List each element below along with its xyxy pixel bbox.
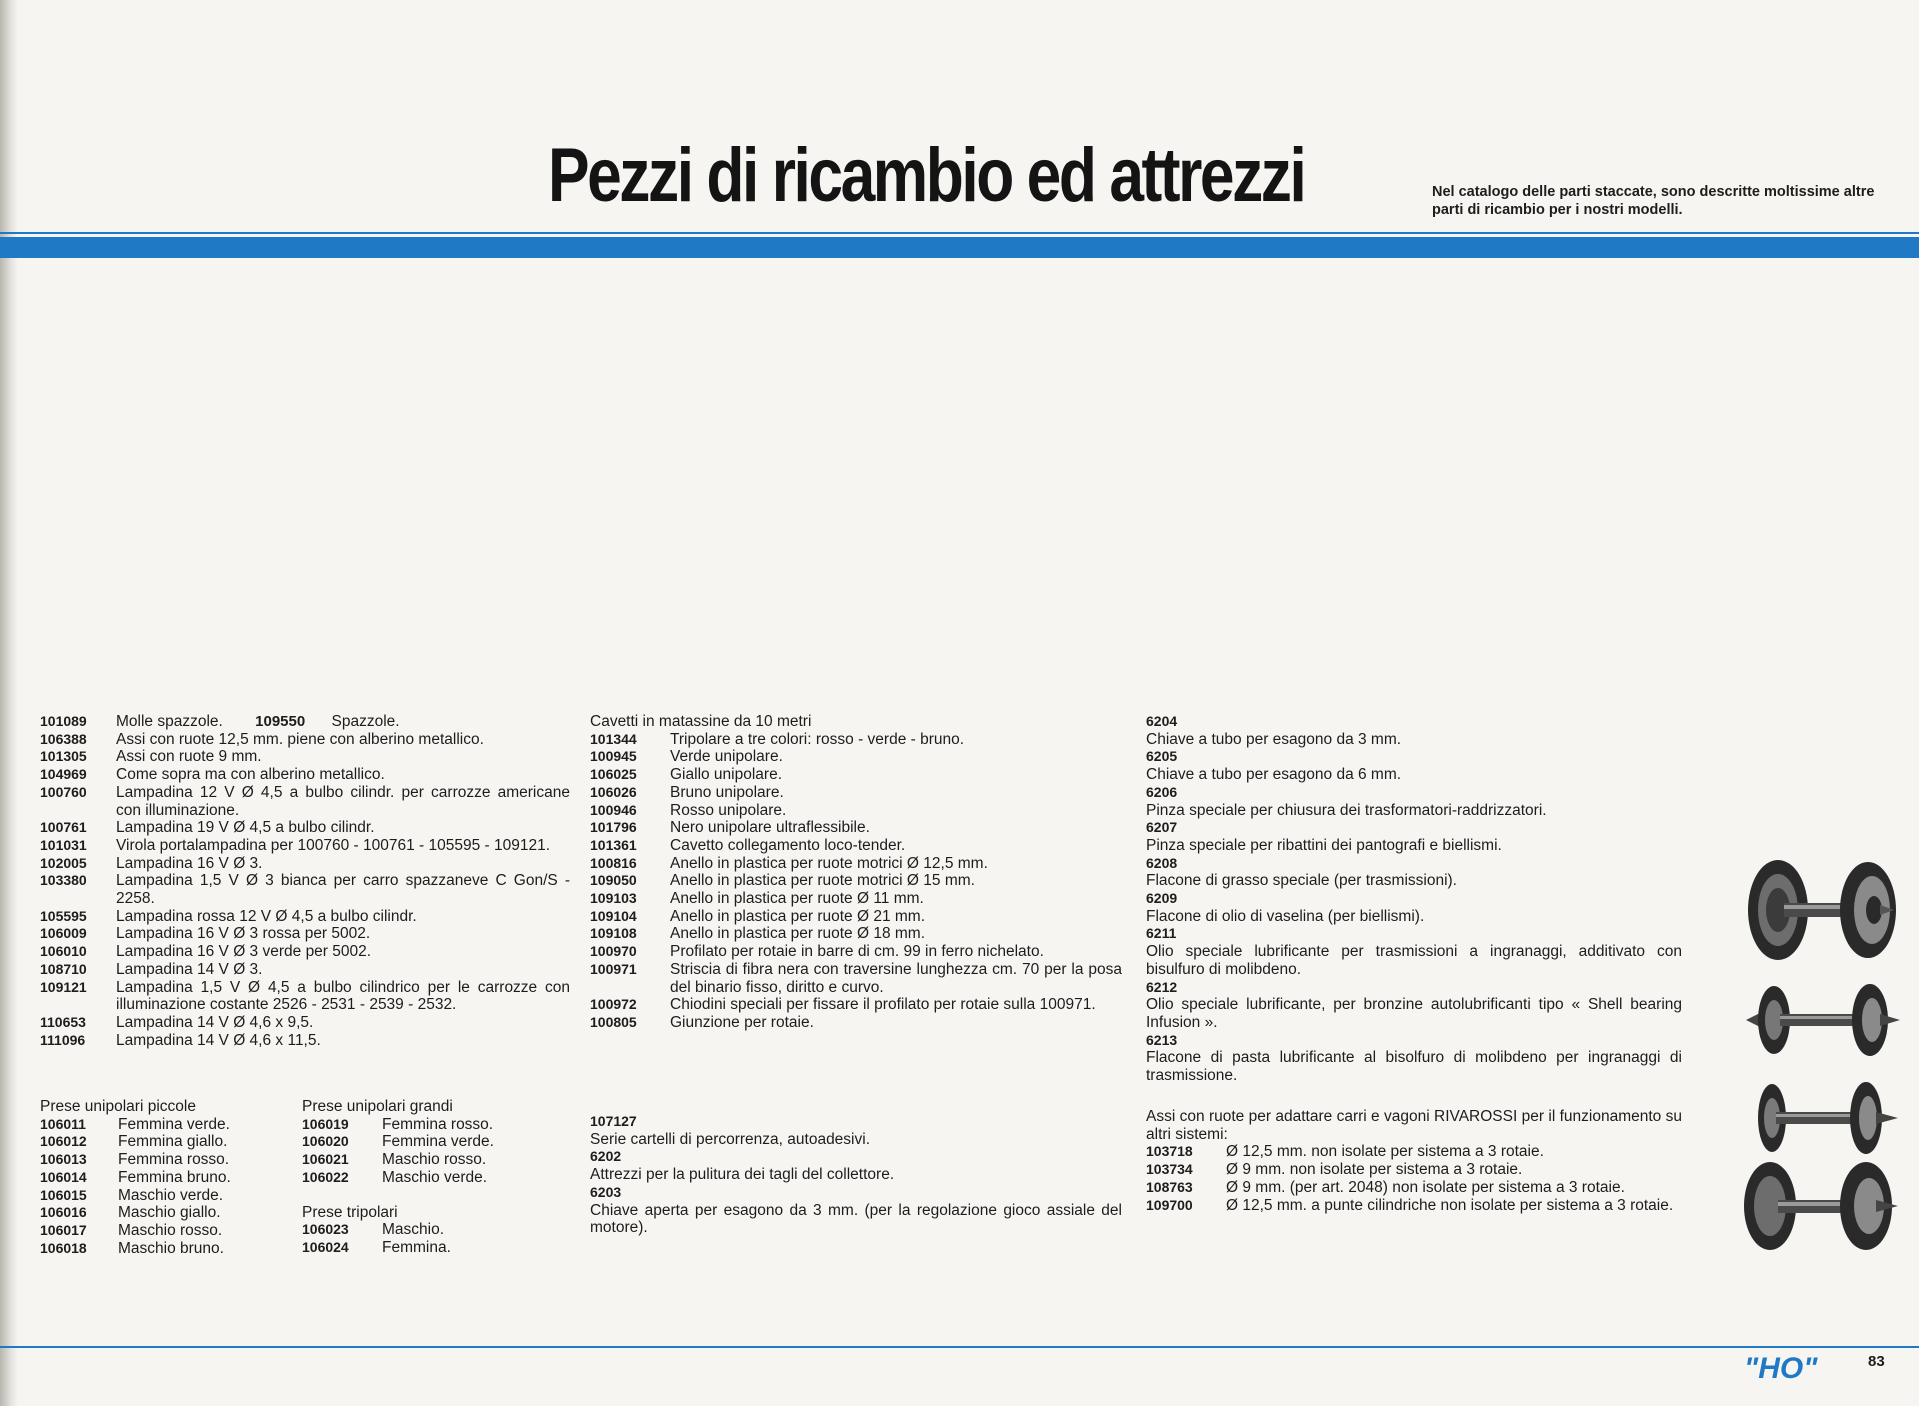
page-title: Pezzi di ricambio ed attrezzi	[548, 133, 1305, 218]
item-desc: Anello in plastica per ruote motrici Ø 12,5 mm.	[670, 854, 988, 872]
item-desc: Maschio verde.	[118, 1186, 224, 1204]
item-desc: Ø 9 mm. non isolate per sistema a 3 rotaie.	[1226, 1161, 1523, 1179]
wheelset-medium-image	[1748, 1078, 1913, 1158]
item-code: 6209	[1146, 890, 1178, 907]
item-desc: Lampadina 16 V Ø 3.	[116, 854, 263, 872]
list-item	[40, 1151, 250, 1169]
list-item	[40, 872, 570, 907]
item-desc: Giallo unipolare.	[670, 766, 783, 784]
list-item	[302, 1221, 522, 1239]
item-code: 6206	[1146, 783, 1178, 800]
item-code: 6202	[590, 1148, 622, 1165]
list-item	[590, 961, 1122, 996]
list-item	[1146, 855, 1682, 890]
item-desc: Lampadina 14 V Ø 4,6 x 11,5.	[116, 1031, 321, 1049]
item-code: 107127	[590, 1113, 637, 1129]
section-heading: Prese unipolari grandi	[302, 1098, 453, 1115]
wheelset-large-image	[1740, 855, 1910, 965]
list-item	[40, 1187, 250, 1205]
list-item	[302, 1116, 522, 1134]
wheelset-disc-image	[1738, 1158, 1910, 1254]
item-code: 106021	[302, 1151, 349, 1168]
item-desc: Flacone di olio di vaselina (per biellismi).	[1146, 907, 1425, 925]
list-item	[590, 890, 1122, 908]
list-item	[302, 1239, 522, 1257]
item-code: 106009	[40, 925, 87, 942]
item-code: 6212	[1146, 978, 1178, 995]
list-item	[40, 1240, 250, 1258]
list-item	[40, 731, 570, 749]
item-code: 6207	[1146, 819, 1178, 836]
list-item	[1146, 979, 1682, 1032]
item-code: 6204	[1146, 713, 1178, 729]
item-code: 109121	[40, 978, 87, 995]
item-code: 100946	[590, 801, 637, 818]
item-desc: Ø 12,5 mm. a punte cilindriche non isolate per sistema a 3 rotaie.	[1226, 1196, 1674, 1214]
item-code: 6203	[590, 1183, 622, 1200]
item-code: 101344	[590, 730, 637, 747]
item-desc: Femmina giallo.	[118, 1133, 228, 1151]
item-code: 101305	[40, 748, 87, 765]
list-item	[40, 908, 570, 926]
list-item	[40, 979, 570, 1014]
item-code: 100945	[590, 748, 637, 765]
intro-text: Nel catalogo delle parti staccate, sono descritte moltissime altre parti di ricambio per i nostri modelli.	[1432, 184, 1875, 218]
item-desc: Ø 9 mm. (per art. 2048) non isolate per sistema a 3 rotaie.	[1226, 1178, 1625, 1196]
list-item	[40, 1032, 570, 1050]
list-item	[1146, 819, 1682, 854]
item-code: 111096	[40, 1031, 86, 1048]
list-item	[40, 1014, 570, 1032]
item-desc: Lampadina rossa 12 V Ø 4,5 a bulbo cilindr.	[116, 907, 417, 925]
item-desc: Cavetto collegamento loco-tender.	[670, 836, 906, 854]
list-item	[40, 819, 570, 837]
item-desc: Lampadina 1,5 V Ø 4,5 a bulbo cilindrico per le carrozze con illuminazione costante 2526 - 2531 - 2539 - 2532.	[116, 978, 570, 1014]
item-code: 100761	[40, 819, 87, 836]
header-rule	[0, 237, 1919, 258]
item-code: 106011	[40, 1115, 86, 1132]
item-desc: Pinza speciale per ribattini dei pantografi e biellismi.	[1146, 836, 1502, 854]
item-code: 106012	[40, 1133, 87, 1150]
item-desc: Femmina.	[382, 1238, 451, 1256]
item-code: 109103	[590, 890, 637, 907]
list-item	[1146, 1032, 1682, 1085]
item-code: 101361	[590, 836, 637, 853]
item-code: 109108	[590, 925, 637, 942]
item-code: 106013	[40, 1151, 87, 1168]
item-code: 108763	[1146, 1178, 1193, 1195]
header-rule-thin	[0, 232, 1919, 234]
item-desc: Attrezzi per la pulitura dei tagli del collettore.	[590, 1166, 895, 1184]
item-code: 109550	[255, 713, 306, 730]
list-item	[590, 943, 1122, 961]
item-desc: Assi con ruote 12,5 mm. piene con alberino metallico.	[116, 730, 484, 748]
wheelset-spoked-image	[1744, 980, 1914, 1060]
list-item	[590, 837, 1122, 855]
item-code: 106017	[40, 1221, 87, 1238]
item-desc: Chiodini speciali per fissare il profilato per rotaie sulla 100971.	[670, 996, 1096, 1014]
item-desc: Chiave a tubo per esagono da 6 mm.	[1146, 766, 1402, 784]
item-code: 100816	[590, 854, 637, 871]
list-item	[590, 1014, 1122, 1032]
item-code: 102005	[40, 854, 87, 871]
list-item	[590, 872, 1122, 890]
section-heading: Prese tripolari	[302, 1203, 398, 1221]
item-code: 100972	[590, 996, 637, 1013]
item-desc: Profilato per rotaie in barre di cm. 99 in ferro nichelato.	[670, 943, 1044, 961]
item-code: 101796	[590, 819, 637, 836]
item-desc: Maschio.	[382, 1221, 445, 1239]
list-item	[590, 1184, 1122, 1237]
list-item	[590, 802, 1122, 820]
lamp-list	[40, 731, 570, 1050]
item-desc: Olio speciale lubrificante per trasmissioni a ingranaggi, additivato con bisulfuro di molibdeno.	[1146, 943, 1682, 978]
item-code: 108710	[40, 960, 87, 977]
tools-list-a	[590, 1113, 1122, 1237]
item-desc: Verde unipolare.	[670, 748, 783, 766]
item-desc: Lampadina 19 V Ø 4,5 a bulbo cilindr.	[116, 819, 375, 837]
list-item	[40, 713, 570, 731]
list-item	[40, 766, 570, 784]
axles-section	[1146, 1108, 1682, 1214]
scale-mark: "HO"	[1744, 1352, 1818, 1385]
item-code: 106024	[302, 1238, 349, 1255]
item-code: 109050	[590, 872, 637, 889]
list-item	[590, 819, 1122, 837]
item-desc: Virola portalampadina per 100760 - 100761 - 105595 - 109121.	[116, 836, 551, 854]
item-code: 106015	[40, 1186, 87, 1203]
item-desc: Anello in plastica per ruote motrici Ø 15 mm.	[670, 872, 975, 890]
list-item	[590, 784, 1122, 802]
item-desc: Rosso unipolare.	[670, 801, 787, 819]
item-desc: Femmina verde.	[382, 1133, 494, 1151]
item-code: 100760	[40, 783, 87, 800]
item-desc: Maschio verde.	[382, 1168, 488, 1186]
item-desc: Maschio rosso.	[118, 1221, 223, 1239]
item-code: 106018	[40, 1239, 87, 1256]
item-desc: Tripolare a tre colori: rosso - verde - bruno.	[670, 730, 965, 748]
list-item	[1146, 1179, 1682, 1197]
item-desc: Maschio bruno.	[118, 1239, 224, 1257]
item-code: 100970	[590, 943, 637, 960]
item-desc: Assi con ruote 9 mm.	[116, 748, 262, 766]
cable-list	[590, 731, 1122, 1032]
item-code: 106388	[40, 730, 87, 747]
item-desc: Maschio rosso.	[382, 1151, 487, 1169]
list-item	[40, 1204, 250, 1222]
item-desc: Spazzole.	[331, 713, 400, 730]
item-desc: Lampadina 14 V Ø 3.	[116, 960, 263, 978]
list-item	[40, 925, 570, 943]
list-item	[40, 1169, 250, 1187]
list-item	[40, 961, 570, 979]
list-item	[302, 1151, 522, 1169]
item-code: 106020	[302, 1133, 349, 1150]
item-desc: Anello in plastica per ruote Ø 11 mm.	[670, 890, 924, 908]
item-code: 101031	[40, 836, 87, 853]
item-code: 6211	[1146, 925, 1177, 942]
list-item	[1146, 925, 1682, 978]
item-desc: Bruno unipolare.	[670, 783, 784, 801]
column-1	[40, 713, 570, 1049]
list-item	[590, 1113, 1122, 1148]
list-item	[1146, 1161, 1682, 1179]
item-desc: Striscia di fibra nera con traversine lunghezza cm. 70 per la posa del binario fisso, diritto e curvo.	[670, 960, 1122, 996]
item-code: 106023	[302, 1221, 349, 1238]
item-desc: Come sopra ma con alberino metallico.	[116, 766, 385, 784]
list-item	[590, 766, 1122, 784]
list-item	[590, 1148, 1122, 1183]
item-code: 100971	[590, 960, 637, 977]
column-2	[590, 713, 1122, 1032]
list-item	[40, 784, 570, 819]
item-desc: Femmina verde.	[118, 1115, 230, 1133]
item-desc: Lampadina 1,5 V Ø 3 bianca per carro spazzaneve C Gon/S - 2258.	[116, 872, 570, 908]
item-desc: Chiave a tubo per esagono da 3 mm.	[1146, 730, 1402, 748]
item-code: 110653	[40, 1013, 86, 1030]
item-desc: Lampadina 12 V Ø 4,5 a bulbo cilindr. per carrozze americane con illuminazione.	[116, 783, 570, 819]
item-desc: Lampadina 16 V Ø 3 rossa per 5002.	[116, 925, 371, 943]
list-item	[590, 855, 1122, 873]
item-desc: Ø 12,5 mm. non isolate per sistema a 3 rotaie.	[1226, 1143, 1544, 1161]
item-code: 104969	[40, 766, 87, 783]
item-desc: Anello in plastica per ruote Ø 18 mm.	[670, 925, 926, 943]
item-desc: Femmina rosso.	[382, 1115, 494, 1133]
item-desc: Flacone di pasta lubrificante al bisolfuro di molibdeno per ingranaggi di trasmissione.	[1146, 1049, 1682, 1085]
item-code: 103718	[1146, 1143, 1193, 1160]
page-number: 83	[1868, 1353, 1885, 1370]
item-desc: Flacone di grasso speciale (per trasmissioni).	[1146, 872, 1457, 890]
section-heading: Prese unipolari piccole	[40, 1098, 196, 1115]
book-spine-shadow	[0, 0, 18, 1406]
list-item	[590, 731, 1122, 749]
list-item	[40, 855, 570, 873]
item-code: 106022	[302, 1168, 349, 1185]
item-desc: Lampadina 16 V Ø 3 verde per 5002.	[116, 943, 372, 961]
item-desc: Olio speciale lubrificante, per bronzine autolubrificanti tipo « Shell bearing Infusion ».	[1146, 996, 1682, 1031]
item-code: 6205	[1146, 748, 1178, 765]
item-desc: Pinza speciale per chiusura dei trasformatori-raddrizzatori.	[1146, 801, 1547, 819]
list-item	[1146, 1197, 1682, 1215]
item-code: 106025	[590, 766, 637, 783]
list-item	[1146, 1143, 1682, 1161]
list-item	[302, 1169, 522, 1187]
item-code: 105595	[40, 907, 87, 924]
list-item	[40, 748, 570, 766]
section-heading: Assi con ruote per adattare carri e vagoni RIVAROSSI per il funzionamento su altri sistemi:	[1146, 1108, 1682, 1143]
item-desc: Nero unipolare ultraflessibile.	[670, 819, 870, 837]
item-desc: Lampadina 14 V Ø 4,6 x 9,5.	[116, 1013, 314, 1031]
item-code: 109700	[1146, 1196, 1193, 1213]
item-code: 103734	[1146, 1161, 1193, 1178]
item-code: 109104	[590, 907, 637, 924]
list-item	[40, 1116, 250, 1134]
item-desc: Femmina rosso.	[118, 1151, 230, 1169]
item-desc: Molle spazzole.	[116, 713, 223, 730]
item-code: 103380	[40, 872, 87, 889]
list-item	[1146, 890, 1682, 925]
list-item	[1146, 784, 1682, 819]
item-code: 6208	[1146, 854, 1178, 871]
item-code: 106019	[302, 1115, 349, 1132]
list-item	[40, 837, 570, 855]
list-item	[590, 925, 1122, 943]
item-desc: Maschio giallo.	[118, 1204, 221, 1222]
item-code: 106014	[40, 1168, 87, 1185]
list-item	[1146, 713, 1682, 748]
item-code: 106010	[40, 943, 87, 960]
list-item	[590, 748, 1122, 766]
item-desc: Chiave aperta per esagono da 3 mm. (per la regolazione gioco assiale del motore).	[590, 1201, 1122, 1237]
list-item	[40, 1222, 250, 1240]
list-item	[40, 943, 570, 961]
item-desc: Anello in plastica per ruote Ø 21 mm.	[670, 907, 926, 925]
item-desc: Giunzione per rotaie.	[670, 1013, 814, 1031]
list-item	[40, 1133, 250, 1151]
footer-rule	[0, 1346, 1919, 1348]
list-item	[302, 1133, 522, 1151]
section-heading: Cavetti in matassine da 10 metri	[590, 713, 812, 730]
list-item	[590, 996, 1122, 1014]
item-code: 6213	[1146, 1031, 1178, 1048]
tools-list-b	[1146, 713, 1682, 1085]
item-desc: Serie cartelli di percorrenza, autoadesivi.	[590, 1130, 870, 1148]
list-item	[1146, 748, 1682, 783]
large-sockets-list	[302, 1098, 522, 1257]
item-code: 101089	[40, 713, 87, 729]
item-code: 100805	[590, 1013, 637, 1030]
small-sockets-list	[40, 1098, 250, 1257]
item-desc: Femmina bruno.	[118, 1168, 231, 1186]
item-code: 106016	[40, 1204, 87, 1221]
item-code: 106026	[590, 783, 637, 800]
list-item	[590, 908, 1122, 926]
